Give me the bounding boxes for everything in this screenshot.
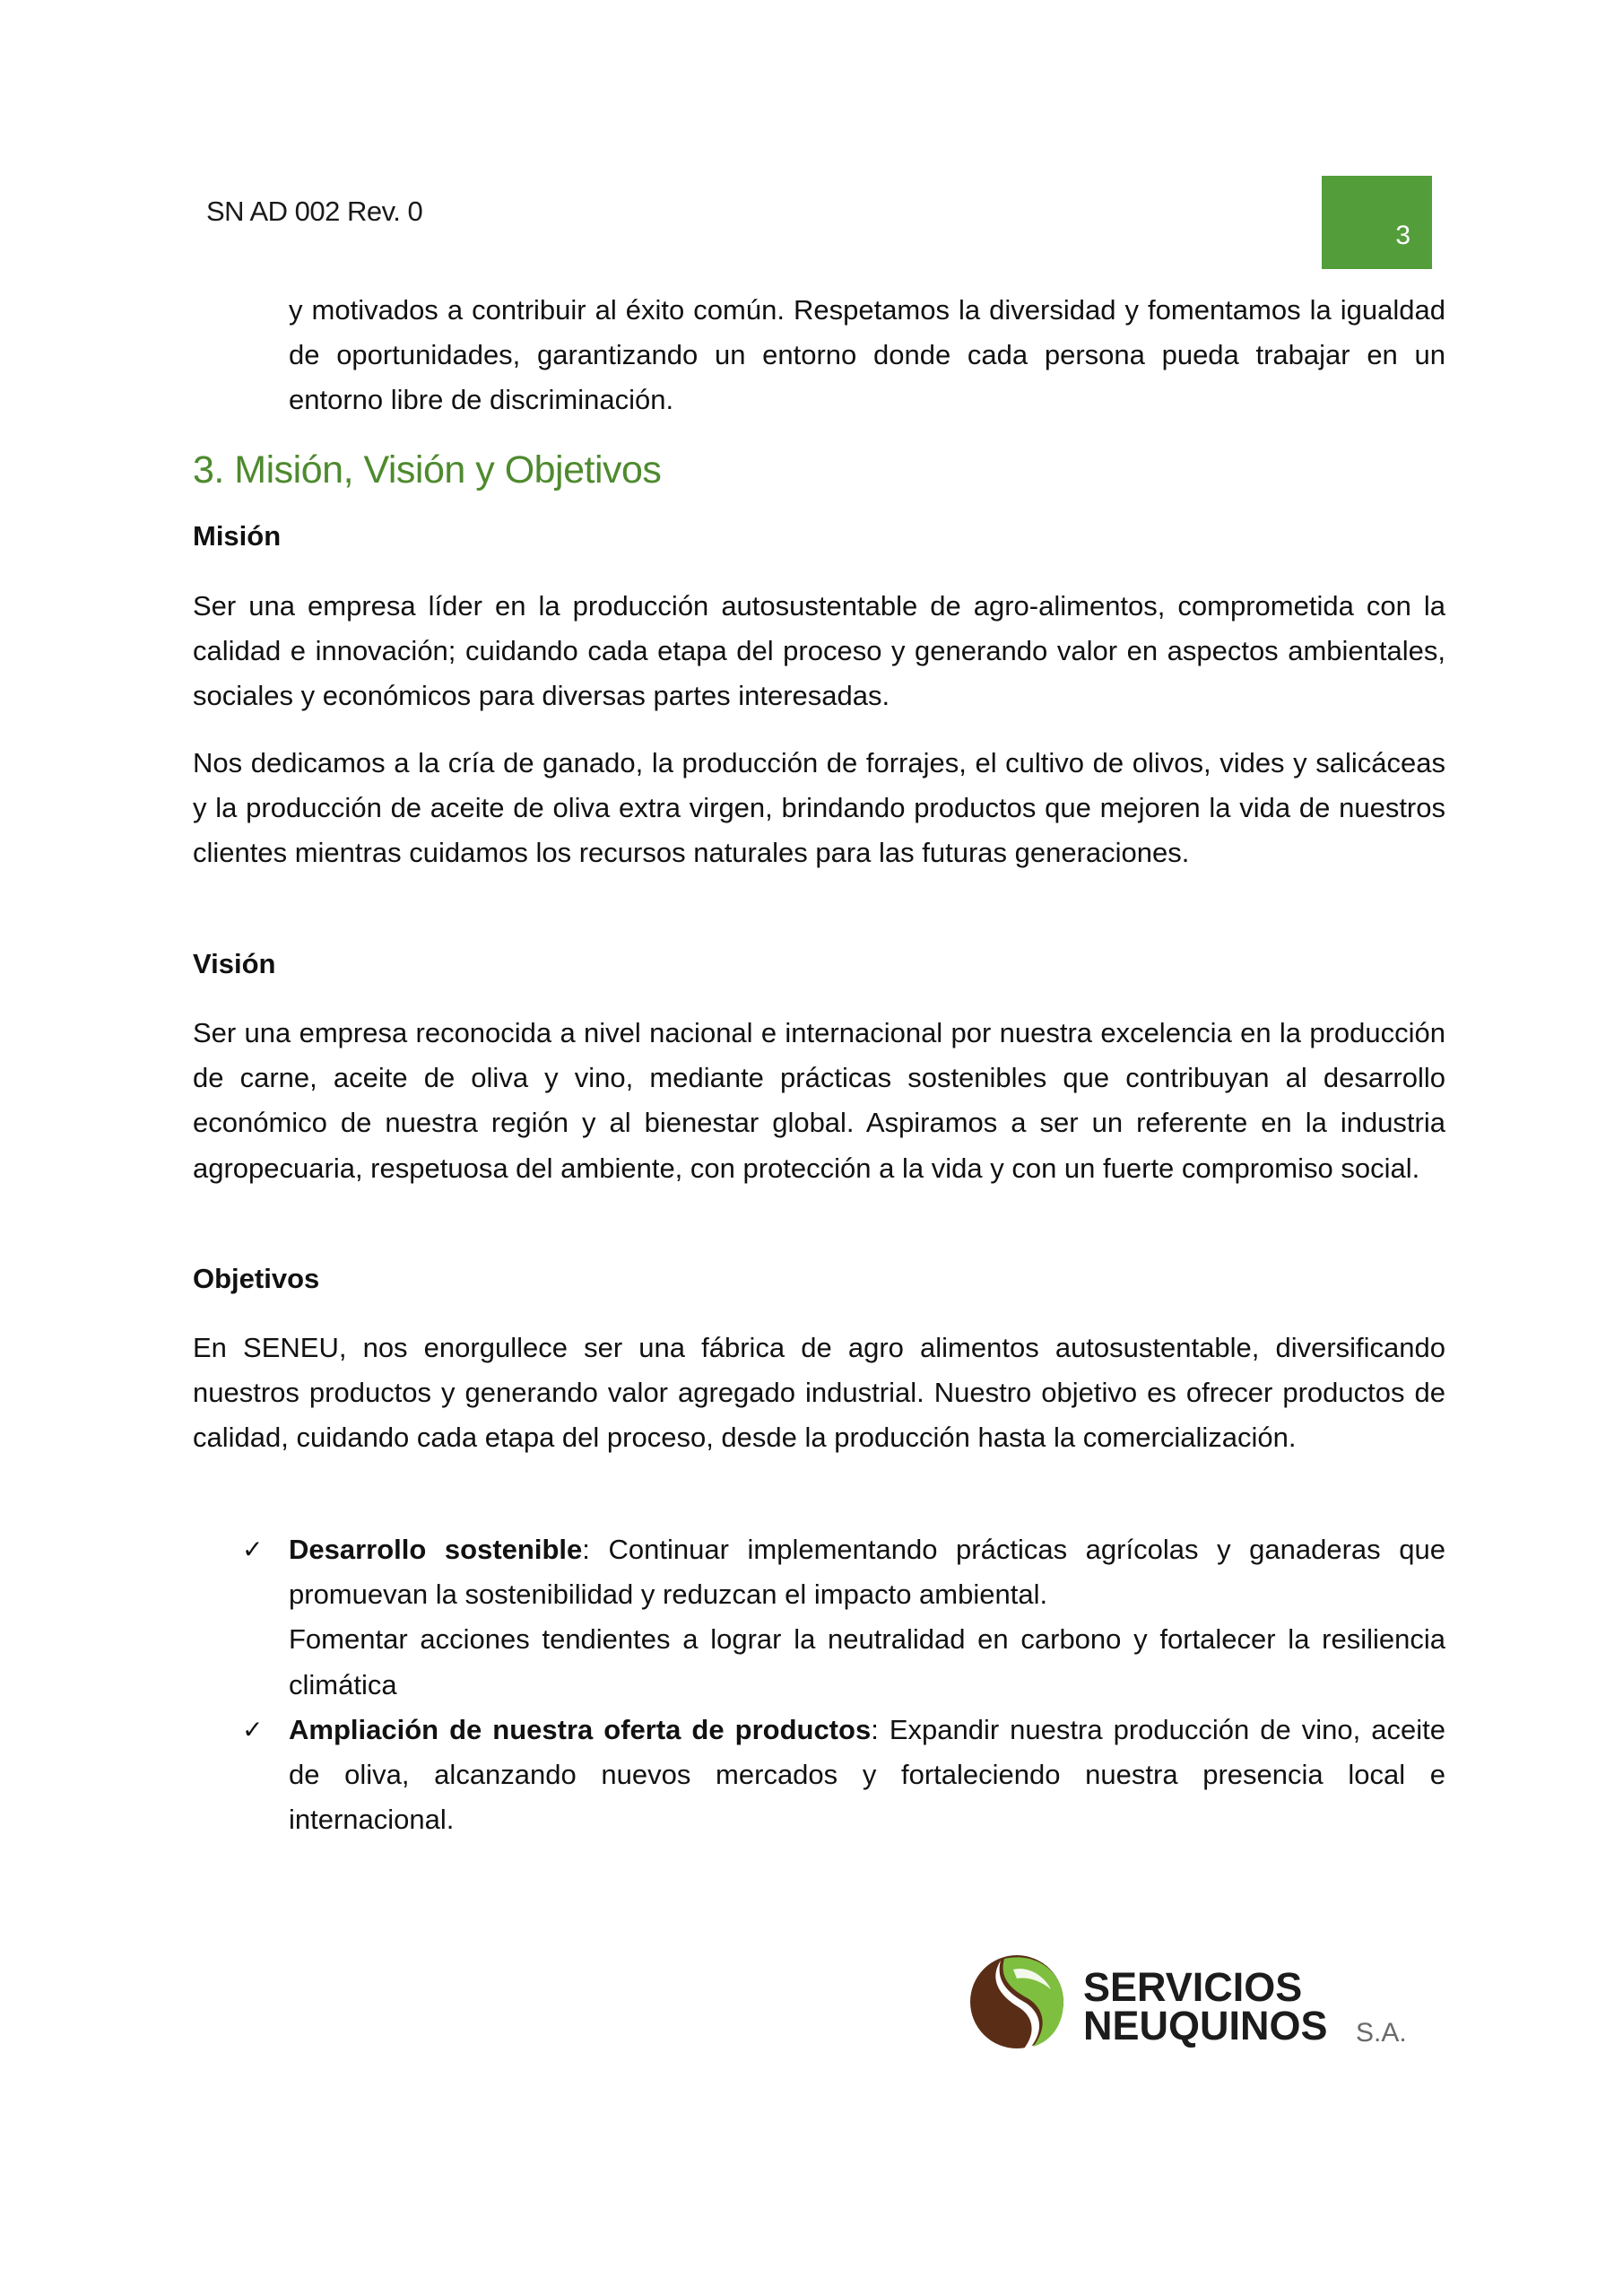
document-code: SN AD 002 Rev. 0 bbox=[206, 196, 423, 227]
logo-leaf-icon bbox=[968, 1953, 1065, 2050]
list-item-title: Desarrollo sostenible bbox=[289, 1534, 583, 1565]
mision-paragraph-1: Ser una empresa líder en la producción autosustentable de agro-alimentos, comprometida con la calidad e innovación; cuidando cada etapa del proceso y generando valor en aspectos ambientales, sociales y económicos para diversas partes interesadas. bbox=[193, 590, 1445, 712]
intro-paragraph: y motivados a contribuir al éxito común. Respetamos la diversidad y fomentamos la igualdad de oportunidades, garantizando un entorno donde cada persona pueda trabajar en un entorno libre de discriminación. bbox=[289, 294, 1445, 416]
page-number: 3 bbox=[1395, 221, 1410, 250]
check-icon: ✓ bbox=[242, 1535, 264, 1564]
vision-paragraph: Ser una empresa reconocida a nivel nacional e internacional por nuestra excelencia en la producción de carne, aceite de oliva y vino, mediante prácticas sostenibles que contribuyan al desarrollo económico de nuestra región y al bienestar global. Aspiramos a ser un referente en la industria agropecuaria, respetuosa del ambiente, con protección a la vida y con un fuerte compromiso social. bbox=[193, 1017, 1445, 1184]
list-item-title: Ampliación de nuestra oferta de productos bbox=[289, 1713, 872, 1745]
vision-heading: Visión bbox=[193, 948, 276, 979]
list-item-text: : Expandir nuestra producción de vino, aceite de oliva, alcanzando nuevos mercados y fortaleciendo nuestra presencia local e internacional. bbox=[289, 1713, 1445, 1836]
objetivos-paragraph: En SENEU, nos enorgullece ser una fábrica de agro alimentos autosustentable, diversificando nuestros productos y generando valor agregado industrial. Nuestro objetivo es ofrecer productos de calidad, cuidando cada etapa del proceso, desde la producción hasta la comercialización. bbox=[193, 1332, 1445, 1454]
logo-text-line1: SERVICIOS bbox=[1083, 1964, 1303, 2010]
check-icon: ✓ bbox=[242, 1714, 264, 1744]
company-logo bbox=[968, 1953, 1417, 2050]
logo-suffix: S.A. bbox=[1356, 2018, 1407, 2048]
page-number-badge bbox=[1322, 176, 1432, 269]
objetivos-heading: Objetivos bbox=[193, 1263, 320, 1294]
list-item bbox=[242, 1708, 1445, 1843]
objetivos-list bbox=[242, 1527, 1445, 1842]
mision-heading: Misión bbox=[193, 520, 282, 552]
logo-text-line2: NEUQUINOS bbox=[1083, 2003, 1328, 2048]
list-item bbox=[242, 1527, 1445, 1708]
list-item-text: : Continuar implementando prácticas agrícolas y ganaderas que promuevan la sostenibilidad y reduzcan el impacto ambiental. bbox=[289, 1534, 1445, 1611]
list-item-text-continued: Fomentar acciones tendientes a lograr la neutralidad en carbono y fortalecer la resiliencia climática bbox=[289, 1623, 1445, 1700]
section-title: 3. Misión, Visión y Objetivos bbox=[193, 448, 662, 491]
mision-paragraph-2: Nos dedicamos a la cría de ganado, la producción de forrajes, el cultivo de olivos, vides y salicáceas y la producción de aceite de oliva extra virgen, brindando productos que mejoren la vida de nuestros clientes mientras cuidamos los recursos naturales para las futuras generaciones. bbox=[193, 747, 1445, 869]
